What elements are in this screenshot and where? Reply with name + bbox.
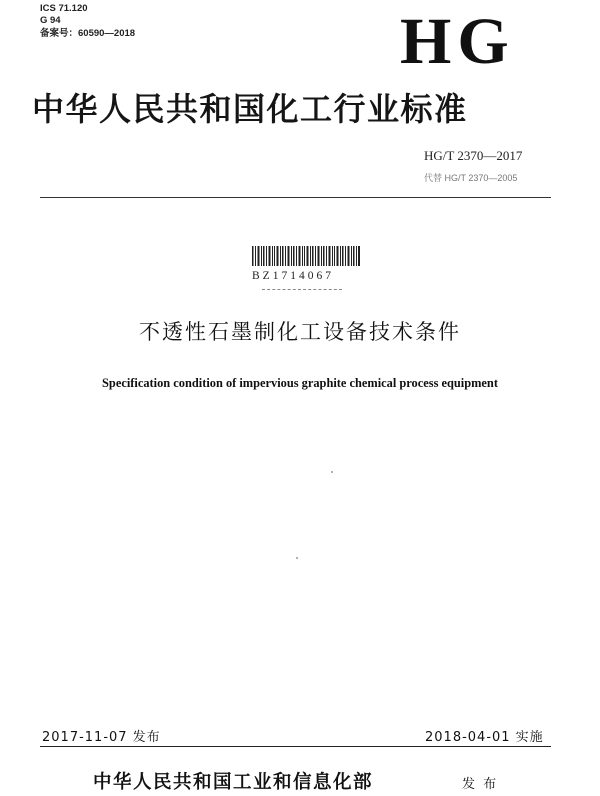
publisher-name: 中华人民共和国工业和信息化部	[93, 772, 374, 793]
scan-speck	[296, 557, 298, 559]
footer-divider	[40, 746, 551, 747]
scan-speck	[331, 471, 333, 473]
record-number: 备案号：60590—2018	[40, 28, 136, 39]
publish-label: 发 布	[462, 777, 499, 792]
document-title-chinese: 不透性石墨制化工设备技术条件	[139, 320, 461, 344]
header-divider	[40, 197, 551, 198]
issue-date: 2017-11-07 发布	[42, 730, 161, 745]
standard-title: 中华人民共和国化工行业标准	[32, 90, 468, 128]
barcode-underline	[262, 289, 342, 290]
replaces-note: 代替 HG/T 2370—2005	[424, 173, 518, 183]
ics-code: ICS 71.120	[40, 3, 88, 14]
hg-logo: HG	[400, 5, 515, 78]
barcode-image	[252, 246, 360, 266]
effective-date: 2018-04-01 实施	[425, 730, 544, 745]
ccs-code: G 94	[40, 15, 61, 26]
document-title-english: Specification condition of impervious graphite chemical process equipment	[102, 376, 498, 390]
barcode-number: BZ1714067	[252, 270, 334, 282]
standard-number: HG/T 2370—2017	[424, 148, 523, 163]
